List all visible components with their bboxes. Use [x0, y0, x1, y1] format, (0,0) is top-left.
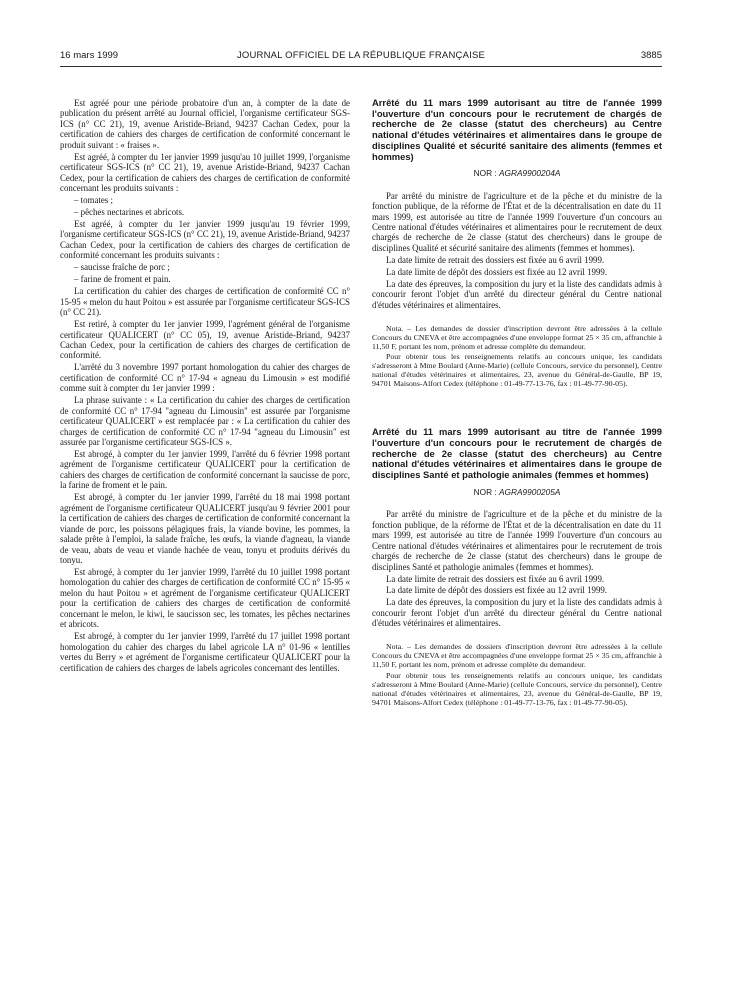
paragraph: La date des épreuves, la composition du jury et la liste des candidats admis à concourir feront l'objet d'un arrêté du directeur général du Centre national d'études vétérinaires et alimentaires.	[372, 597, 662, 629]
list-item: – farine de froment et pain.	[74, 274, 171, 285]
paragraph: La date limite de retrait des dossiers est fixée au 6 avril 1999.	[386, 254, 605, 265]
decree-animal-health	[372, 427, 662, 707]
paragraph: La certification du cahier des charges de certification de conformité CC n° 15-95 « melon du haut Poitou » est assurée par l'organisme certificateur SGS-ICS (n° CC 21).	[60, 286, 350, 318]
note-paragraph: Nota. – Les demandes de dossiers d'inscription devront être adressées à la cellule Concours du CNEVA et être accompagnées d'une enveloppe format 25 × 35 cm, affranchie à 11,50 F, portant les nom, prénom et adresse complète du demandeur.	[372, 642, 662, 670]
page-header	[60, 50, 662, 66]
journal-title: JOURNAL OFFICIEL DE LA RÉPUBLIQUE FRANÇAISE	[236, 50, 486, 61]
spacer	[372, 630, 662, 642]
paragraph: Est abrogé, à compter du 1er janvier 1999, l'arrêté du 10 juillet 1998 portant homologation du cahier des charges de certification de conformité CC n° 15-95 « melon du haut Poitou » et agrément de l'organisme certificateur QUALICERT pour la certification de cahiers des charges de certification de conformité concernant le melon, le kiwi, le saucisson sec, les tomates, les pêches nectarines et abricots.	[60, 566, 350, 630]
paragraph: L'arrêté du 3 novembre 1997 portant homologation du cahier des charges de certification de conformité CC n° 17-94 « agneau du Limousin » est modifié comme suit à compter du 1er janvier 1999 :	[60, 362, 350, 394]
nor-label: NOR :	[473, 486, 497, 497]
list-item: – saucisse fraîche de porc ;	[74, 262, 170, 273]
nor-code: AGRA9900204A	[499, 168, 561, 179]
paragraph: Par arrêté du ministre de l'agriculture et de la pêche et du ministre de la fonction publique, de la réforme de l'État et de la décentralisation en date du 11 mars 1999, est autorisée au titre de l'année 1999 l'ouverture d'un concours au Centre national d'études vétérinaires et alimentaires pour le recrutement de deux chargés de recherche de 2e classe (statut des chercheurs) dans le groupe de disciplines Qualité et sécurité sanitaire des aliments (femmes et hommes).	[372, 190, 662, 253]
nor-label: NOR :	[473, 168, 497, 179]
paragraph: La date limite de dépôt des dossiers est fixée au 12 avril 1999.	[386, 585, 608, 596]
decree-title: Arrêté du 11 mars 1999 autorisant au titre de l'année 1999 l'ouverture d'un concours pour le recrutement de chargés de recherche de 2e classe (statut des chercheurs) au Centre national d'études vétérinaires et alimentaires dans le groupe de disciplines Santé et pathologie animales (femmes et hommes)	[372, 426, 662, 481]
paragraph: La date des épreuves, la composition du jury et la liste des candidats admis à concourir feront l'objet d'un arrêté du directeur général du Centre national d'études vétérinaires et alimentaires.	[372, 278, 662, 310]
list-item: – pêches nectarines et abricots.	[74, 207, 185, 218]
paragraph: Est agréé, à compter du 1er janvier 1999 jusqu'au 10 juillet 1999, l'organisme certificateur SGS-ICS (n° CC 21), 19, avenue Aristide-Briand, 94237 Cachan Cedex, pour la certification de cahiers des charges de certification de conformité concernant les produits suivants :	[60, 151, 350, 194]
spacer	[372, 312, 662, 324]
paragraph: Est retiré, à compter du 1er janvier 1999, l'agrément général de l'organisme certificateur QUALICERT (n° CC 05), 19, avenue Aristide-Briand, 94237 Cachan Cedex, pour la certification de cahiers des charges de certification de conformité.	[60, 319, 350, 361]
note-paragraph: Nota. – Les demandes de dossier d'inscription devront être adressées à la cellule Concours du CNEVA et être accompagnées d'une enveloppe format 25 × 35 cm, affranchie à 11,50 F, portant les nom, prénom et adresse complète du demandeur.	[372, 323, 662, 351]
paragraph: Est abrogé, à compter du 1er janvier 1999, l'arrêté du 18 mai 1998 portant agrément de l'organisme certificateur QUALICERT jusqu'au 9 février 2001 pour la certification de cahiers des charges de certification de conformité concernant la viande de porc, les poissons pélagiques frais, la viande bovine, les pommes, la salade prête à l'emploi, la salade fraîche, les œufs, la viande d'agneau, la viande de veau, abats de veau et viande hachée de veau, tonyu et produits dérivés du tonyu.	[60, 492, 350, 566]
paragraph: Est abrogé, à compter du 1er janvier 1999, l'arrêté du 17 juillet 1998 portant homologation du cahier des charges du label agricole LA n° 01-96 « lentilles vertes du Berry » et agrément de l'organisme certificateur QUALICERT pour la certification de cahiers des charges de labels agricoles concernant des lentilles.	[60, 631, 350, 673]
note-block	[372, 642, 662, 707]
left-column	[60, 98, 350, 675]
nor-reference	[372, 487, 662, 497]
decree-title: Arrêté du 11 mars 1999 autorisant au titre de l'année 1999 l'ouverture d'un concours pour le recrutement de chargés de recherche de 2e classe (statut des chercheurs) au Centre national d'études vétérinaires et alimentaires dans le groupe de disciplines Qualité et sécurité sanitaire des aliments (femmes et hommes)	[372, 97, 662, 162]
spacer	[372, 389, 662, 427]
note-block	[372, 324, 662, 389]
list-item: – tomates ;	[74, 195, 113, 206]
paragraph: La phrase suivante : « La certification du cahier des charges de certification de conformité CC n° 17-94 "agneau du Limousin" est assurée par l'organisme certificateur QUALICERT » est remplacée par : « La certification du cahier des charges de certification de conformité CC n° 17-94 "agneau du Limousin" est assurée par l'organisme certificateur SGS-ICS ».	[60, 395, 350, 448]
paragraph: Par arrêté du ministre de l'agriculture et de la pêche et du ministre de la fonction publique, de la réforme de l'État et de la décentralisation en date du 11 mars 1999, est autorisée au titre de l'année 1999 l'ouverture d'un concours au Centre national d'études vétérinaires et alimentaires pour le recrutement de trois chargés de recherche de 2e classe (statut des chercheurs) dans le groupe de disciplines Santé et pathologie animales (femmes et hommes).	[372, 509, 662, 572]
note-paragraph: Pour obtenir tous les renseignements relatifs au concours unique, les candidats s'adresseront à Mme Boulard (Anne-Marie) (cellule Concours, service du personnel), Centre national d'études vétérinaires et alimentaires, 23, avenue du Général-de-Gaulle, BP 19, 94701 Maisons-Alfort Cedex (téléphone : 01-49-77-13-76, fax : 01-49-77-90-05).	[372, 670, 662, 707]
issue-date: 16 mars 1999	[60, 50, 119, 61]
paragraph: La date limite de retrait des dossiers est fixée au 6 avril 1999.	[386, 573, 605, 584]
right-column	[372, 98, 662, 708]
paragraph: La date limite de dépôt des dossiers est fixée au 12 avril 1999.	[386, 266, 608, 277]
page-number: 3885	[640, 50, 662, 61]
paragraph: Est abrogé, à compter du 1er janvier 1999, l'arrêté du 6 février 1998 portant agrément de l'organisme certificateur QUALICERT pour la certification de cahiers des charges de certification de conformité concernant la saucisse de porc, la farine de froment et le pain.	[60, 449, 350, 491]
note-paragraph: Pour obtenir tous les renseignements relatifs au concours unique, les candidats s'adresseront à Mme Boulard (Anne-Marie) (cellule Concours, service du personnel), Centre national d'études vétérinaires et alimentaires, 23, avenue du Général-de-Gaulle, BP 19, 94701 Maisons-Alfort Cedex (téléphone : 01-49-77-13-76, fax : 01-49-77-90-05).	[372, 351, 662, 389]
paragraph: Est agréé pour une période probatoire d'un an, à compter de la date de publication du présent arrêté au Journal officiel, l'organisme certificateur SGS-ICS (n° CC 21), 19, avenue Aristide-Briand, 94237 Cachan Cedex, pour la certification de cahiers des charges de certification de conformité concernant le produit suivant : « fraises ».	[60, 98, 350, 150]
nor-reference	[372, 168, 662, 178]
nor-code: AGRA9900205A	[499, 486, 561, 497]
header-rule	[60, 66, 662, 67]
decree-quality-safety	[372, 98, 662, 388]
paragraph: Est agréé, à compter du 1er janvier 1999 jusqu'au 19 février 1999, l'organisme certificateur SGS-ICS (n° CC 21), 19, avenue Aristide-Briand, 94237 Cachan Cedex, pour la certification de cahiers des charges de certification de conformité concernant les produits suivants :	[60, 218, 350, 261]
